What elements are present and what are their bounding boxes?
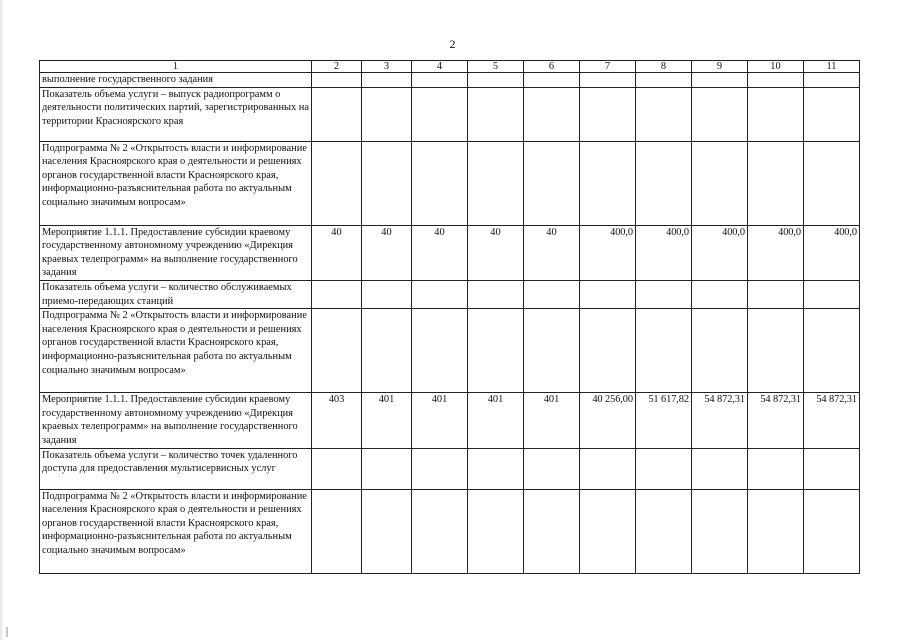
value-cell — [804, 309, 860, 393]
row-description: Подпрограмма № 2 «Открытость власти и информирование населения Красноярского края о деятельности и решениях органов государственной власти Красноярского края, информационно-разъяснительная работа по актуальным социально значимым вопросам» — [40, 309, 312, 393]
value-cell — [412, 141, 468, 225]
table-row — [40, 225, 860, 280]
value-cell — [804, 73, 860, 88]
value-cell — [524, 280, 580, 308]
value-cell — [412, 448, 468, 489]
value-cell — [580, 141, 636, 225]
value-cell — [636, 489, 692, 573]
value-cell: 40 256,00 — [580, 393, 636, 448]
value-cell — [362, 309, 412, 393]
value-cell — [692, 73, 748, 88]
header-cell: 9 — [692, 61, 748, 73]
table-row — [40, 73, 860, 88]
value-cell — [580, 489, 636, 573]
value-cell — [692, 448, 748, 489]
value-cell — [748, 448, 804, 489]
value-cell — [748, 280, 804, 308]
value-cell: 54 872,31 — [804, 393, 860, 448]
value-cell: 400,0 — [692, 225, 748, 280]
value-cell: 40 — [524, 225, 580, 280]
value-cell — [524, 489, 580, 573]
table-row — [40, 280, 860, 308]
value-cell: 54 872,31 — [748, 393, 804, 448]
page-number: 2 — [449, 37, 456, 51]
value-cell: 401 — [524, 393, 580, 448]
value-cell — [748, 87, 804, 141]
value-cell: 51 617,82 — [636, 393, 692, 448]
value-cell — [312, 448, 362, 489]
value-cell — [580, 87, 636, 141]
value-cell — [312, 73, 362, 88]
row-description: выполнение государственного задания — [40, 73, 312, 88]
header-cell: 3 — [362, 61, 412, 73]
value-cell — [524, 448, 580, 489]
value-cell — [362, 280, 412, 308]
header-cell: 8 — [636, 61, 692, 73]
value-cell — [748, 73, 804, 88]
header-cell: 10 — [748, 61, 804, 73]
table-header-row — [40, 61, 860, 73]
table-row — [40, 309, 860, 393]
value-cell: 40 — [362, 225, 412, 280]
value-cell — [468, 448, 524, 489]
value-cell — [524, 141, 580, 225]
value-cell — [636, 448, 692, 489]
value-cell — [748, 309, 804, 393]
value-cell: 401 — [468, 393, 524, 448]
table-row — [40, 141, 860, 225]
value-cell — [312, 309, 362, 393]
table-row — [40, 87, 860, 141]
value-cell — [312, 280, 362, 308]
value-cell — [468, 309, 524, 393]
header-cell: 7 — [580, 61, 636, 73]
value-cell — [636, 280, 692, 308]
value-cell — [312, 141, 362, 225]
row-description: Мероприятие 1.1.1. Предоставление субсидии краевому государственному автономному учреждению «Дирекция краевых телепрограмм» на выполнение государственного задания — [40, 225, 312, 280]
header-cell: 6 — [524, 61, 580, 73]
header-cell: 4 — [412, 61, 468, 73]
value-cell: 400,0 — [748, 225, 804, 280]
value-cell — [692, 489, 748, 573]
value-cell — [412, 280, 468, 308]
value-cell — [636, 87, 692, 141]
value-cell — [412, 73, 468, 88]
value-cell: 403 — [312, 393, 362, 448]
value-cell — [412, 309, 468, 393]
value-cell — [692, 280, 748, 308]
value-cell — [580, 73, 636, 88]
row-description: Мероприятие 1.1.1. Предоставление субсидии краевому государственному автономному учреждению «Дирекция краевых телепрограмм» на выполнение государственного задания — [40, 393, 312, 448]
value-cell — [804, 489, 860, 573]
value-cell: 401 — [412, 393, 468, 448]
value-cell — [362, 141, 412, 225]
value-cell — [692, 87, 748, 141]
value-cell — [692, 141, 748, 225]
header-cell: 2 — [312, 61, 362, 73]
value-cell: 40 — [412, 225, 468, 280]
value-cell — [468, 87, 524, 141]
value-cell — [468, 73, 524, 88]
value-cell — [636, 309, 692, 393]
row-description: Подпрограмма № 2 «Открытость власти и информирование населения Красноярского края о деятельности и решениях органов государственной власти Красноярского края, информационно-разъяснительная работа по актуальным социально значимым вопросам» — [40, 141, 312, 225]
table-row — [40, 489, 860, 573]
value-cell — [804, 448, 860, 489]
value-cell — [580, 309, 636, 393]
value-cell: 400,0 — [636, 225, 692, 280]
value-cell — [468, 141, 524, 225]
row-description: Показатель объема услуги – количество точек удаленного доступа для предоставления мультисервисных услуг — [40, 448, 312, 489]
value-cell — [412, 87, 468, 141]
value-cell — [524, 73, 580, 88]
value-cell — [362, 448, 412, 489]
value-cell — [748, 141, 804, 225]
row-description: Показатель объема услуги – количество обслуживаемых приемо-передающих станций — [40, 280, 312, 308]
table-row — [40, 448, 860, 489]
value-cell — [804, 87, 860, 141]
header-cell: 5 — [468, 61, 524, 73]
value-cell — [692, 309, 748, 393]
value-cell — [312, 489, 362, 573]
value-cell — [362, 489, 412, 573]
value-cell — [580, 448, 636, 489]
value-cell: 40 — [468, 225, 524, 280]
value-cell — [524, 309, 580, 393]
table-row — [40, 393, 860, 448]
value-cell: 401 — [362, 393, 412, 448]
value-cell — [468, 280, 524, 308]
value-cell: 40 — [312, 225, 362, 280]
header-cell: 11 — [804, 61, 860, 73]
value-cell — [412, 489, 468, 573]
scan-artifact — [6, 627, 8, 637]
value-cell — [312, 87, 362, 141]
data-table — [39, 60, 860, 574]
value-cell — [362, 87, 412, 141]
value-cell — [468, 489, 524, 573]
value-cell: 400,0 — [804, 225, 860, 280]
value-cell — [636, 73, 692, 88]
value-cell — [362, 73, 412, 88]
value-cell — [748, 489, 804, 573]
header-cell: 1 — [40, 61, 312, 73]
value-cell — [524, 87, 580, 141]
value-cell — [804, 280, 860, 308]
value-cell — [636, 141, 692, 225]
value-cell: 54 872,31 — [692, 393, 748, 448]
value-cell: 400,0 — [580, 225, 636, 280]
row-description: Подпрограмма № 2 «Открытость власти и информирование населения Красноярского края о деятельности и решениях органов государственной власти Красноярского края, информационно-разъяснительная работа по актуальным социально значимым вопросам» — [40, 489, 312, 573]
value-cell — [580, 280, 636, 308]
row-description: Показатель объема услуги – выпуск радиопрограмм о деятельности политических партий, зарегистрированных на территории Красноярского края — [40, 87, 312, 141]
scan-edge-shadow — [0, 0, 4, 640]
value-cell — [804, 141, 860, 225]
